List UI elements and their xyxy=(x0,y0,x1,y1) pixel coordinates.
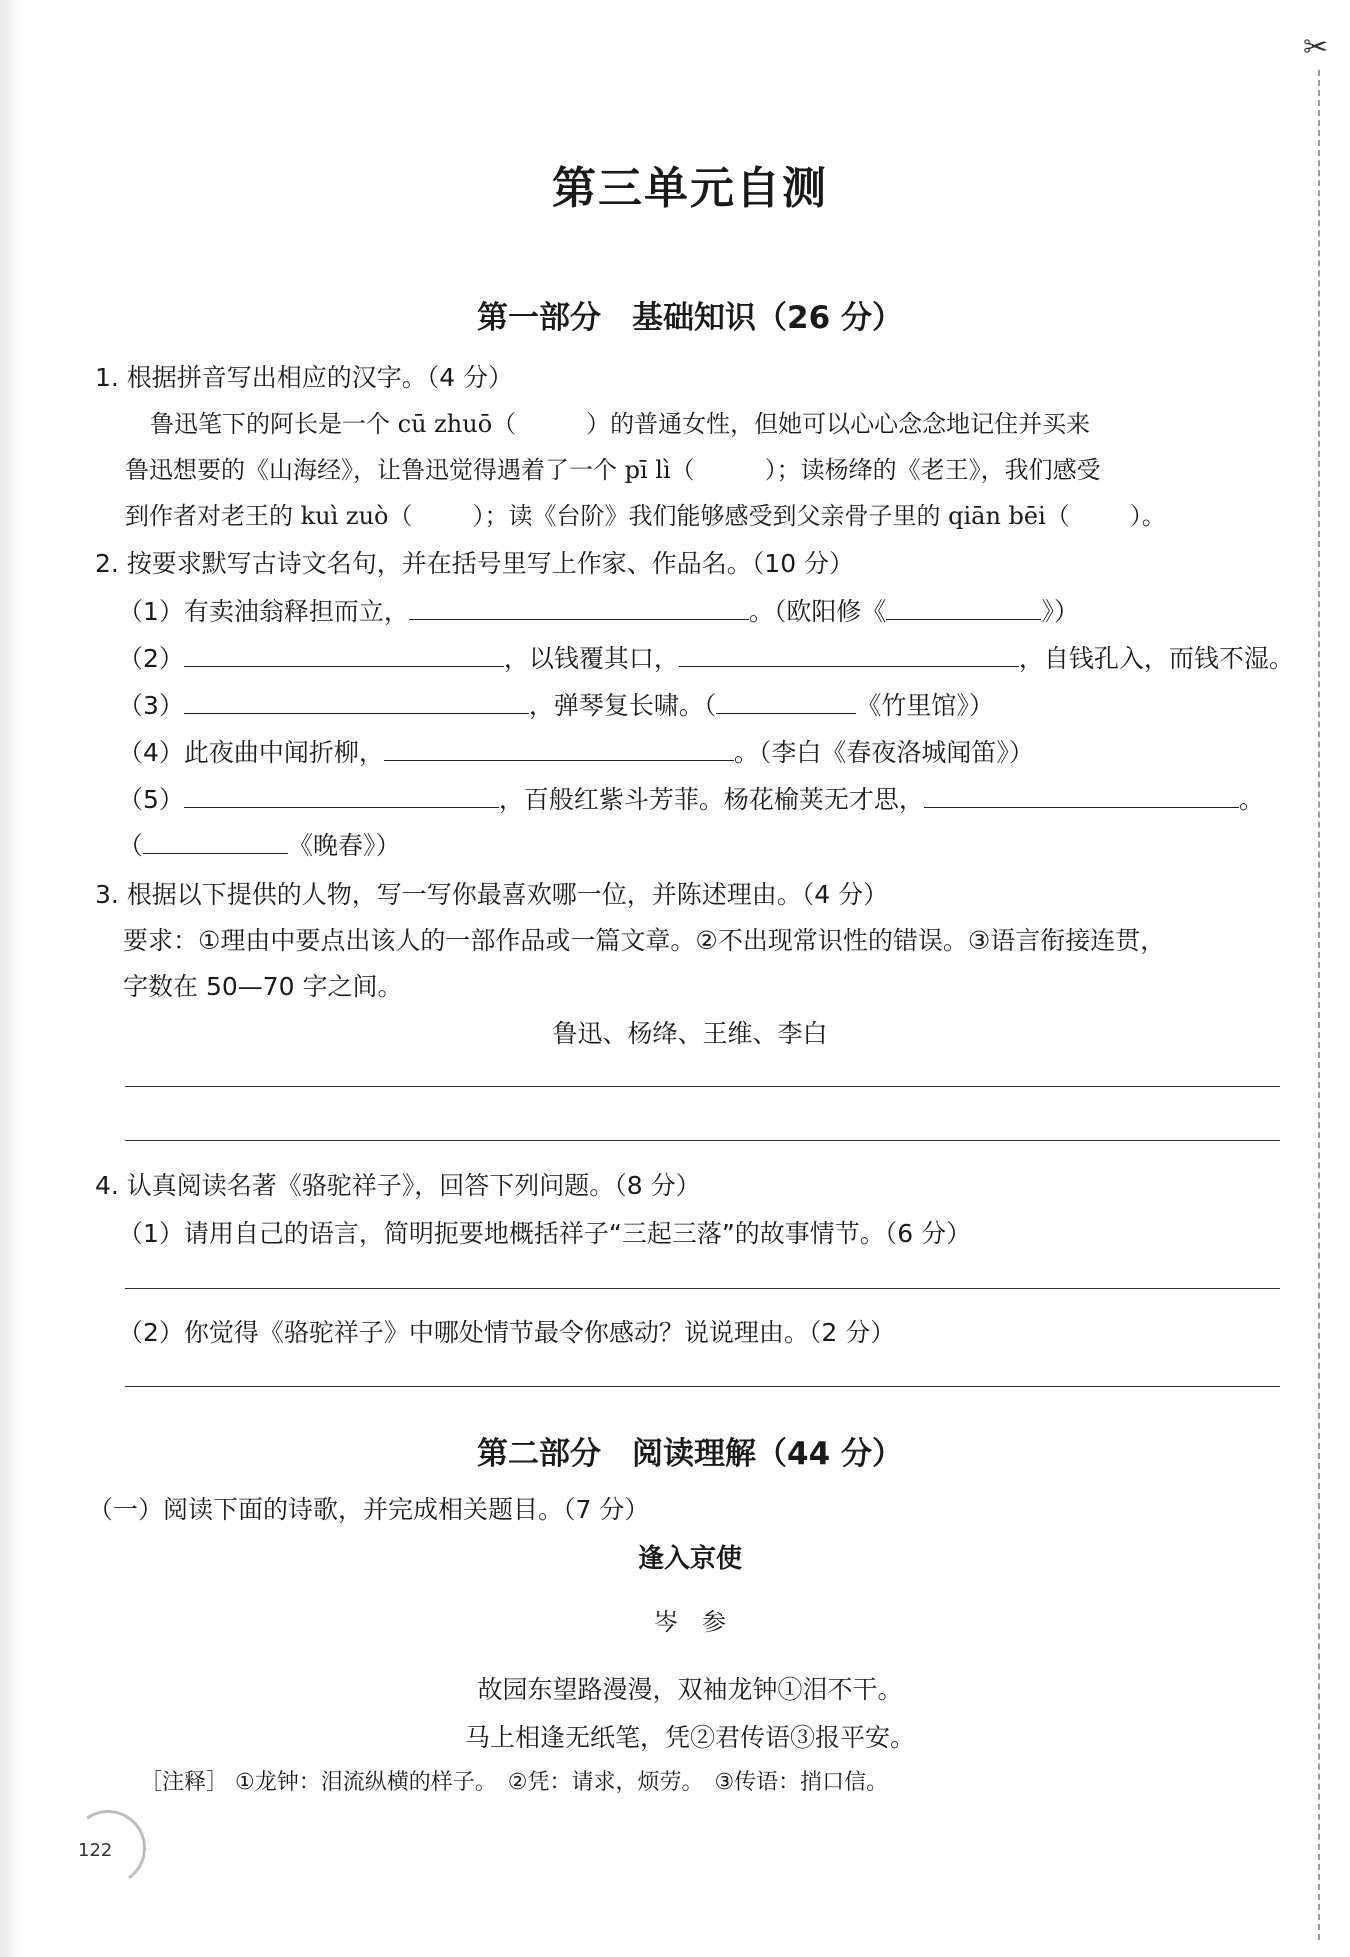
q2-item2-blank1[interactable] xyxy=(184,644,504,667)
q2-item1-source: 。（欧阳修《 xyxy=(748,597,887,626)
part2-heading: 第二部分 阅读理解（44 分） xyxy=(477,1436,903,1472)
q2-item3-author-blank[interactable] xyxy=(716,691,856,714)
part1-heading: 第一部分 基础知识（26 分） xyxy=(477,300,903,336)
q2-item5-title: 《晚春》） xyxy=(288,831,401,860)
q1-line3-b: ）；读《台阶》我们能够感受到父亲骨子里的 qiān bēi（ xyxy=(472,502,1070,530)
q3-req1: 要求：①理由中要点出该人的一部作品或一篇文章。②不出现常识性的错误。③语言衔接连贯， xyxy=(123,926,1166,955)
q3-people: 鲁迅、杨绛、王维、李白 xyxy=(552,1019,828,1048)
page-title: 第三单元自测 xyxy=(552,163,828,214)
q2-item5-open: （ xyxy=(118,831,144,860)
q3-stem: 3. 根据以下提供的人物，写一写你最喜欢哪一位，并陈述理由。（4 分） xyxy=(95,880,889,909)
q2-item5-blank1[interactable] xyxy=(184,785,499,808)
q3-answer-line-1[interactable] xyxy=(125,1086,1280,1087)
q1-line2 xyxy=(125,450,1101,485)
q2-item5-text: ，百般红紫斗芳菲。杨花榆荚无才思， xyxy=(498,785,924,814)
q2-item3-text: ，弹琴复长啸。（ xyxy=(528,691,717,720)
q1-line1-b: ）的普通女性，但她可以心心念念地记住并买来 xyxy=(586,410,1091,438)
q2-item4-text: （4）此夜曲中闻折柳， xyxy=(118,738,384,767)
q2-item1-text: （1）有卖油翁释担而立， xyxy=(118,597,409,626)
q2-item2-text1: ，以钱覆其口， xyxy=(503,644,679,673)
poem-line-1: 故园东望路漫漫，双袖龙钟①泪不干。 xyxy=(477,1675,903,1704)
page-number: 122 xyxy=(78,1840,113,1861)
q2-item2-text2: ，自钱孔入，而钱不湿。 xyxy=(1018,644,1294,673)
q2-item3[interactable] xyxy=(118,686,994,722)
q2-item3-title: 《竹里馆》） xyxy=(856,691,994,720)
q2-item3-num: （3） xyxy=(118,691,184,720)
q4-sub2: （2）你觉得《骆驼祥子》中哪处情节最令你感动？说说理由。（2 分） xyxy=(118,1318,896,1347)
poem-title: 逢入京使 xyxy=(637,1544,742,1574)
cut-line xyxy=(1318,70,1320,1940)
q2-item1[interactable] xyxy=(118,592,1079,628)
q2-item4-blank[interactable] xyxy=(384,738,734,761)
scissors-icon: ✂ xyxy=(1303,30,1329,65)
q1-line1-a: 鲁迅笔下的阿长是一个 cū zhuō（ xyxy=(150,410,517,438)
q2-item2-num: （2） xyxy=(118,644,184,673)
q2-stem: 2. 按要求默写古诗文名句，并在括号里写上作家、作品名。（10 分） xyxy=(95,549,855,578)
q2-item5-author-blank[interactable] xyxy=(143,831,288,854)
q3-answer-line-2[interactable] xyxy=(125,1140,1280,1141)
q1-line2-a: 鲁迅想要的《山海经》，让鲁迅觉得遇着了一个 pī lì（ xyxy=(125,456,695,484)
q3-req2: 字数在 50—70 字之间。 xyxy=(123,972,403,1001)
q1-line1 xyxy=(150,404,1090,439)
poem-author: 岑 参 xyxy=(654,1608,726,1636)
q2-item5[interactable] xyxy=(118,780,1264,816)
q1-line3 xyxy=(125,496,1166,531)
q2-item2[interactable] xyxy=(118,639,1294,675)
q2-item5-source[interactable] xyxy=(118,826,401,862)
q4-stem: 4. 认真阅读名著《骆驼祥子》，回答下列问题。（8 分） xyxy=(95,1171,701,1200)
q1-line3-a: 到作者对老王的 kuì zuò（ xyxy=(125,502,413,530)
part2-section1: （一）阅读下面的诗歌，并完成相关题目。（7 分） xyxy=(88,1495,650,1524)
q2-item4[interactable] xyxy=(118,733,1034,769)
q2-item1-title-blank[interactable] xyxy=(886,597,1041,620)
q2-item1-close: 》） xyxy=(1041,597,1079,626)
q1-line3-c: ）。 xyxy=(1129,502,1166,530)
q1-line2-b: ）；读杨绛的《老王》，我们感受 xyxy=(764,456,1101,484)
q4-sub1-answer-line[interactable] xyxy=(125,1288,1280,1289)
q2-item1-blank[interactable] xyxy=(409,597,749,620)
q4-sub1: （1）请用自己的语言，简明扼要地概括祥子“三起三落”的故事情节。（6 分） xyxy=(118,1219,972,1248)
poem-notes: ［注释］ ①龙钟：泪流纵横的样子。 ②凭：请求，烦劳。 ③传语：捎口信。 xyxy=(140,1770,889,1795)
q4-sub2-answer-line[interactable] xyxy=(125,1386,1280,1387)
poem-line-2: 马上相逢无纸笔，凭②君传语③报平安。 xyxy=(464,1723,915,1752)
q1-stem: 1. 根据拼音写出相应的汉字。（4 分） xyxy=(95,363,514,392)
q2-item5-num: （5） xyxy=(118,785,184,814)
q2-item5-blank2[interactable] xyxy=(924,785,1239,808)
q2-item2-blank2[interactable] xyxy=(679,644,1019,667)
q2-item5-period: 。 xyxy=(1238,785,1264,814)
q2-item4-source: 。（李白《春夜洛城闻笛》） xyxy=(733,738,1034,767)
q2-item3-blank1[interactable] xyxy=(184,691,529,714)
